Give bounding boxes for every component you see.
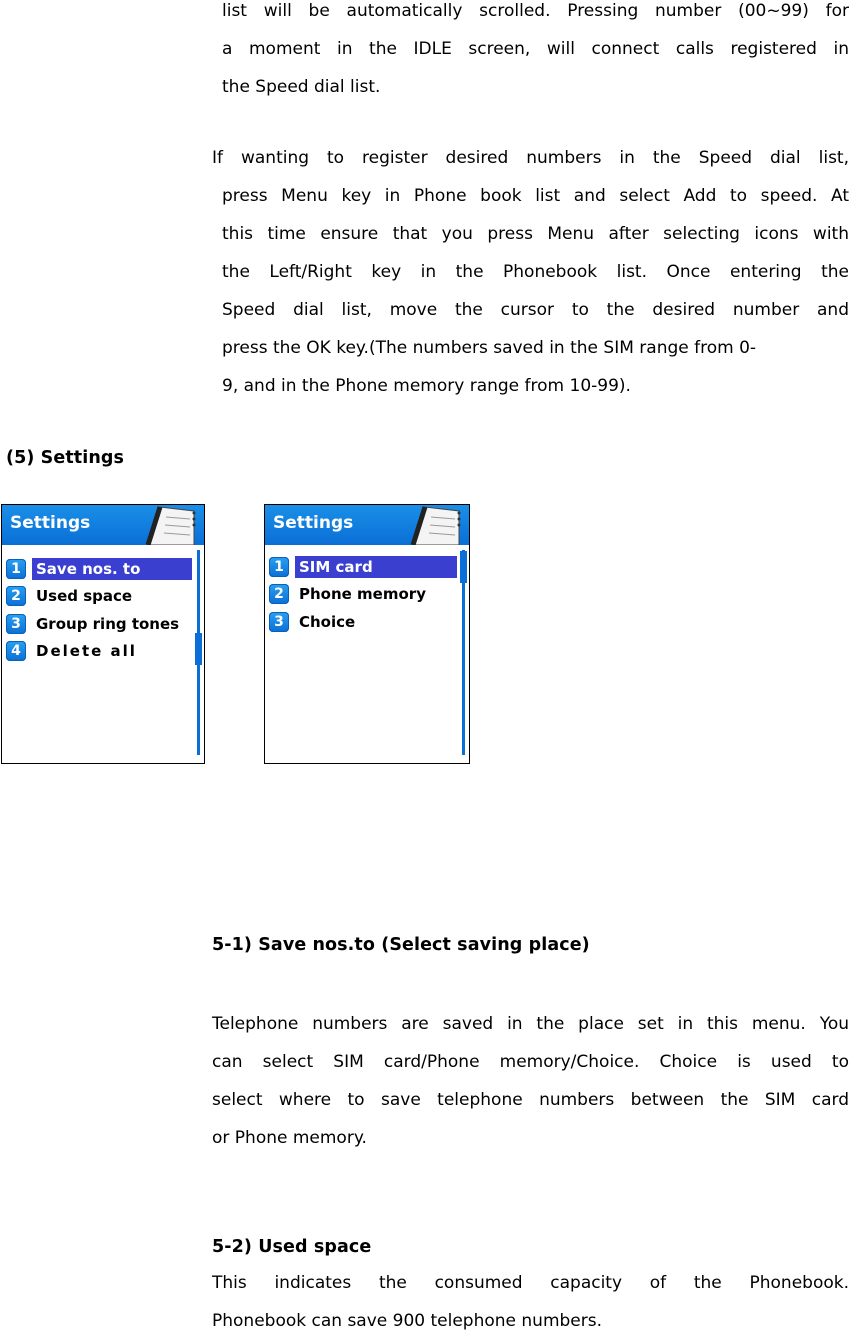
subsection-heading-used-space: 5-2) Used space [212, 1237, 372, 1257]
number-badge: 4 [6, 641, 26, 661]
menu-item-label: Phone memory [299, 585, 426, 604]
paragraph-speed-dial-scroll [222, 0, 849, 106]
settings-menu-list [6, 555, 192, 665]
menu-item-label: Used space [36, 587, 133, 606]
phonebook-icon [140, 505, 198, 545]
subsection-heading-save-nos-to: 5-1) Save nos.to (Select saving place) [212, 935, 590, 955]
text-line: If wanting to register desired numbers in the Speed dial list, [212, 148, 849, 168]
text-line: Telephone numbers are saved in the place set in this menu. You [212, 1014, 849, 1034]
menu-item-label: Choice [299, 612, 356, 631]
number-badge: 3 [6, 614, 26, 634]
screen-title: Settings [10, 513, 91, 533]
screen-title: Settings [273, 513, 354, 533]
text-line: or Phone memory. [212, 1128, 367, 1148]
menu-item-used-space[interactable] [6, 583, 192, 611]
menu-item-sim-card[interactable] [269, 553, 457, 581]
menu-item-delete-all[interactable] [6, 638, 192, 666]
scrollbar-thumb[interactable] [195, 633, 202, 665]
text-line: the Left/Right key in the Phonebook list. Once entering the [222, 262, 849, 282]
phonebook-icon [405, 505, 463, 545]
text-line: press the OK key.(The numbers saved in the SIM range from 0- [222, 338, 757, 358]
text-line: 9, and in the Phone memory range from 10-99). [222, 376, 631, 396]
menu-item-choice[interactable] [269, 608, 457, 636]
text-line: can select SIM card/Phone memory/Choice. Choice is used to [212, 1052, 849, 1072]
text-line: this time ensure that you press Menu after selecting icons with [222, 224, 849, 244]
menu-item-phone-memory[interactable] [269, 581, 457, 609]
text-line: a moment in the IDLE screen, will connect calls registered in [222, 39, 849, 59]
screen-title-bar [265, 505, 469, 545]
number-badge: 2 [269, 584, 289, 604]
menu-item-label: Group ring tones [36, 614, 180, 633]
paragraph-register-speed-dial [212, 139, 849, 405]
menu-item-label: SIM card [295, 556, 457, 578]
text-line: list will be automatically scrolled. Pressing number (00~99) for [222, 1, 849, 21]
menu-item-label: Delete all [36, 642, 137, 661]
storage-option-list [269, 553, 457, 636]
paragraph-used-space [212, 1264, 849, 1340]
menu-item-group-ring-tones[interactable] [6, 610, 192, 638]
number-badge: 1 [269, 557, 289, 577]
text-line: Phonebook can save 900 telephone numbers. [212, 1311, 603, 1331]
menu-item-label: Save nos. to [32, 558, 192, 580]
phone-screen-settings-menu [1, 504, 205, 764]
paragraph-save-nos-to [212, 1005, 849, 1157]
number-badge: 3 [269, 612, 289, 632]
number-badge: 1 [6, 559, 26, 579]
text-line: Speed dial list, move the cursor to the desired number and [222, 300, 849, 320]
scrollbar-thumb[interactable] [460, 551, 467, 583]
text-line: the Speed dial list. [222, 77, 381, 97]
text-line: press Menu key in Phone book list and select Add to speed. At [222, 186, 849, 206]
menu-item-save-nos-to[interactable] [6, 555, 192, 583]
phone-screen-save-nos-to [264, 504, 470, 764]
text-line: This indicates the consumed capacity of the Phonebook. [212, 1273, 849, 1293]
section-heading-settings: (5) Settings [6, 448, 125, 468]
number-badge: 2 [6, 586, 26, 606]
text-line: select where to save telephone numbers between the SIM card [212, 1090, 849, 1110]
screen-title-bar [2, 505, 204, 545]
